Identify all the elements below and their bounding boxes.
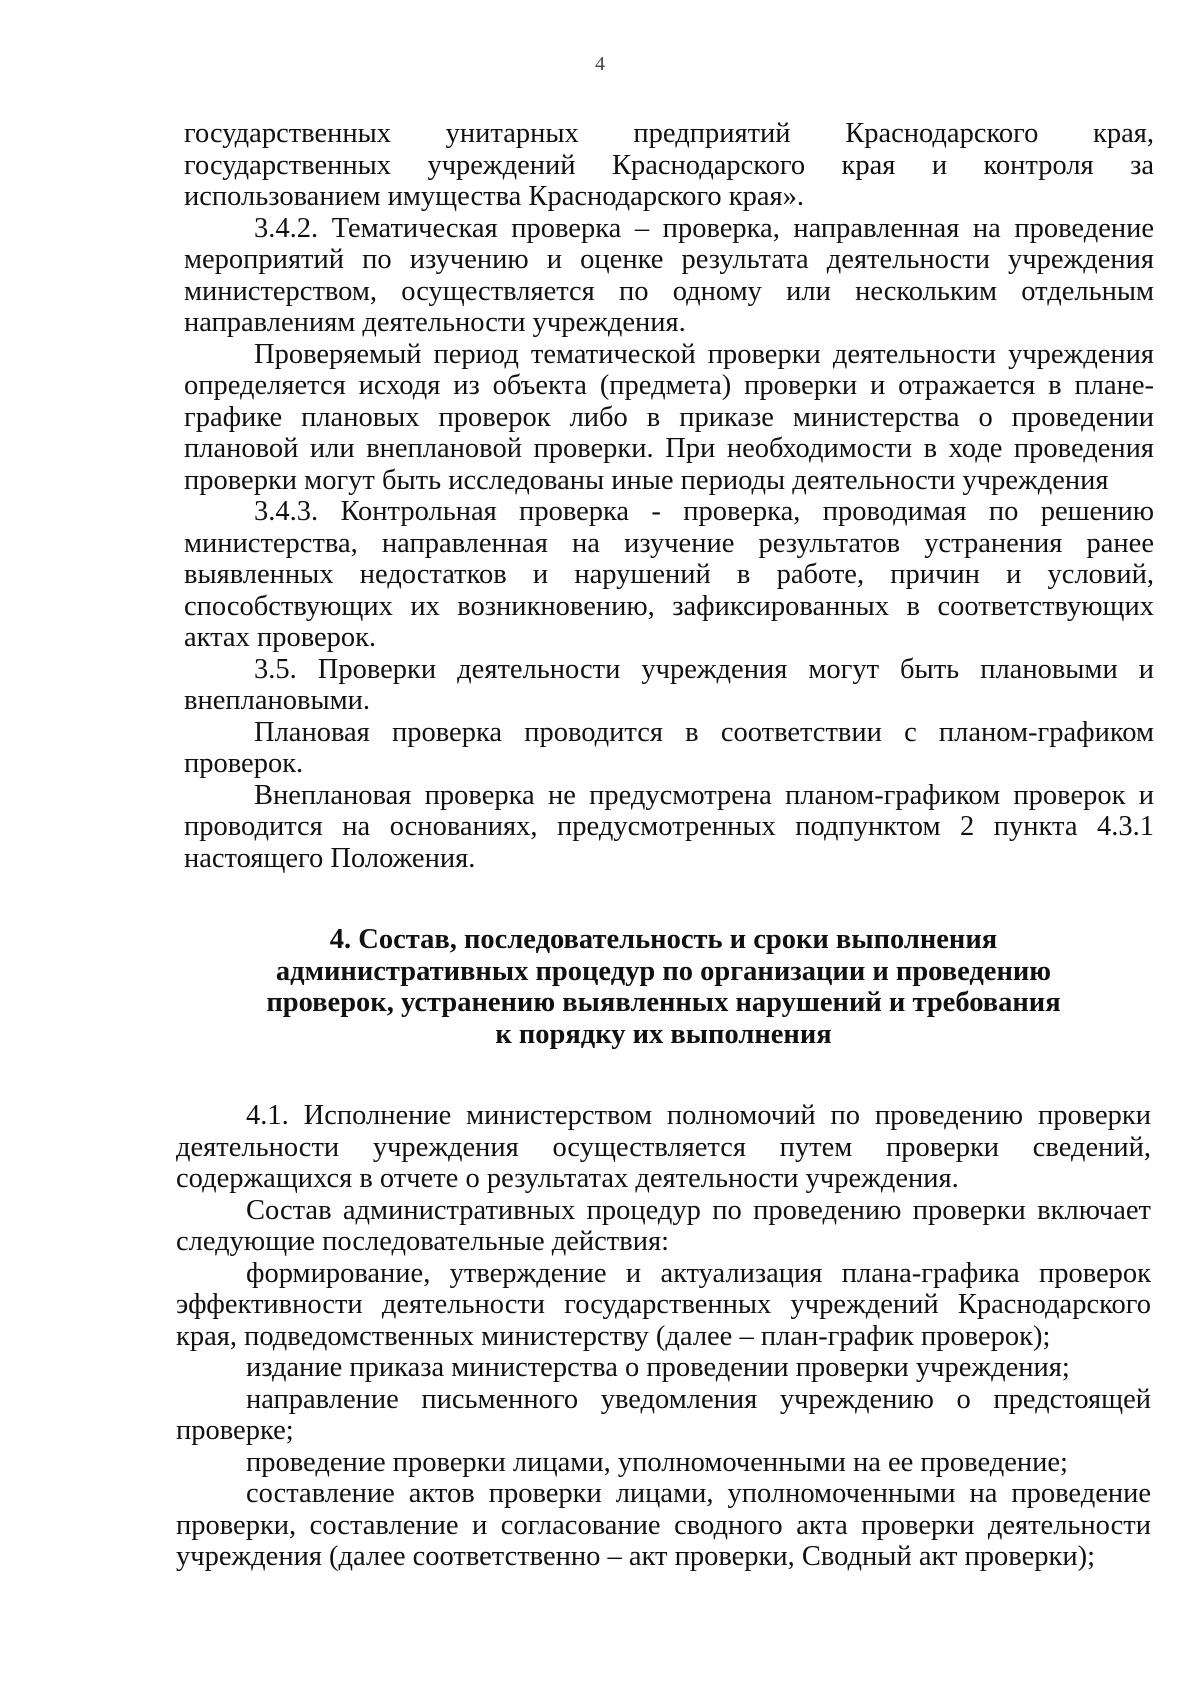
list-item-conduct: проведение проверки лицами, уполномоченными на ее проведение; [246, 1446, 1068, 1478]
heading-line: административных процедур по организации и проведению [275, 955, 1052, 987]
list-item-notification: направление письменного уведомления учреждению о предстоящей проверке; [176, 1383, 1151, 1446]
heading-line: проверок, устранению выявленных нарушений и требования [266, 987, 1061, 1018]
heading-line: к порядку их выполнения [495, 1018, 832, 1050]
paragraph-procedures: Состав административных процедур по проведению проверки включает следующие последовательные действия: [176, 1194, 1151, 1257]
paragraph-3-5: 3.5. Проверки деятельности учреждения могут быть плановыми и внеплановыми. [184, 653, 1154, 716]
page-number: 4 [595, 53, 605, 75]
list-item-schedule: формирование, утверждение и актуализация плана-графика проверок эффективности деятельности государственных учреждений Краснодарского края, подведомственных министерству (далее – план-график проверок); [176, 1257, 1151, 1352]
paragraph-continuation: государственных унитарных предприятий Краснодарского края, государственных учреждений Краснодарского края и контроля за использованием имущества Краснодарского края». [184, 118, 1154, 212]
paragraph-period: Проверяемый период тематической проверки деятельности учреждения определяется исходя из объекта (предмета) проверки и отражается в плане-графике плановых проверок либо в приказе министерства о проведении плановой или внеплановой проверки. При необходимости в ходе проведения проверки могут быть исследованы иные периоды деятельности учреждения [184, 338, 1154, 496]
list-item-order: издание приказа министерства о проведении проверки учреждения; [246, 1352, 1070, 1383]
document-body-top [184, 118, 1154, 874]
paragraph-3-4-2: 3.4.2. Тематическая проверка – проверка, направленная на проведение мероприятий по изучению и оценке результата деятельности учреждения министерством, осуществляется по одному или нескольким отдельным направлениям деятельности учреждения. [184, 212, 1154, 338]
document-body-bottom [176, 1100, 1151, 1573]
paragraph-3-4-3: 3.4.3. Контрольная проверка - проверка, проводимая по решению министерства, направленная на изучение результатов устранения ранее выявленных недостатков и нарушений в работе, причин и условий, способствующих их возникновению, зафиксированных в соответствующих актах проверок. [184, 496, 1154, 653]
list-item-acts: составление актов проверки лицами, уполномоченными на проведение проверки, составление и согласование сводного акта проверки деятельности учреждения (далее соответственно – акт проверки, Сводный акт проверки); [176, 1478, 1151, 1572]
paragraph-4-1: 4.1. Исполнение министерством полномочий по проведению проверки деятельности учреждения осуществляется путем проверки сведений, содержащихся в отчете о результатах деятельности учреждения. [176, 1100, 1151, 1194]
paragraph-unplanned-check: Внеплановая проверка не предусмотрена планом-графиком проверок и проводится на основаниях, предусмотренных подпунктом 2 пункта 4.3.1 настоящего Положения. [184, 779, 1154, 874]
paragraph-planned-check: Плановая проверка проводится в соответствии с планом-графиком проверок. [184, 716, 1154, 779]
section-4-heading [176, 924, 1151, 1050]
heading-line: 4. Состав, последовательность и сроки выполнения [329, 924, 998, 955]
